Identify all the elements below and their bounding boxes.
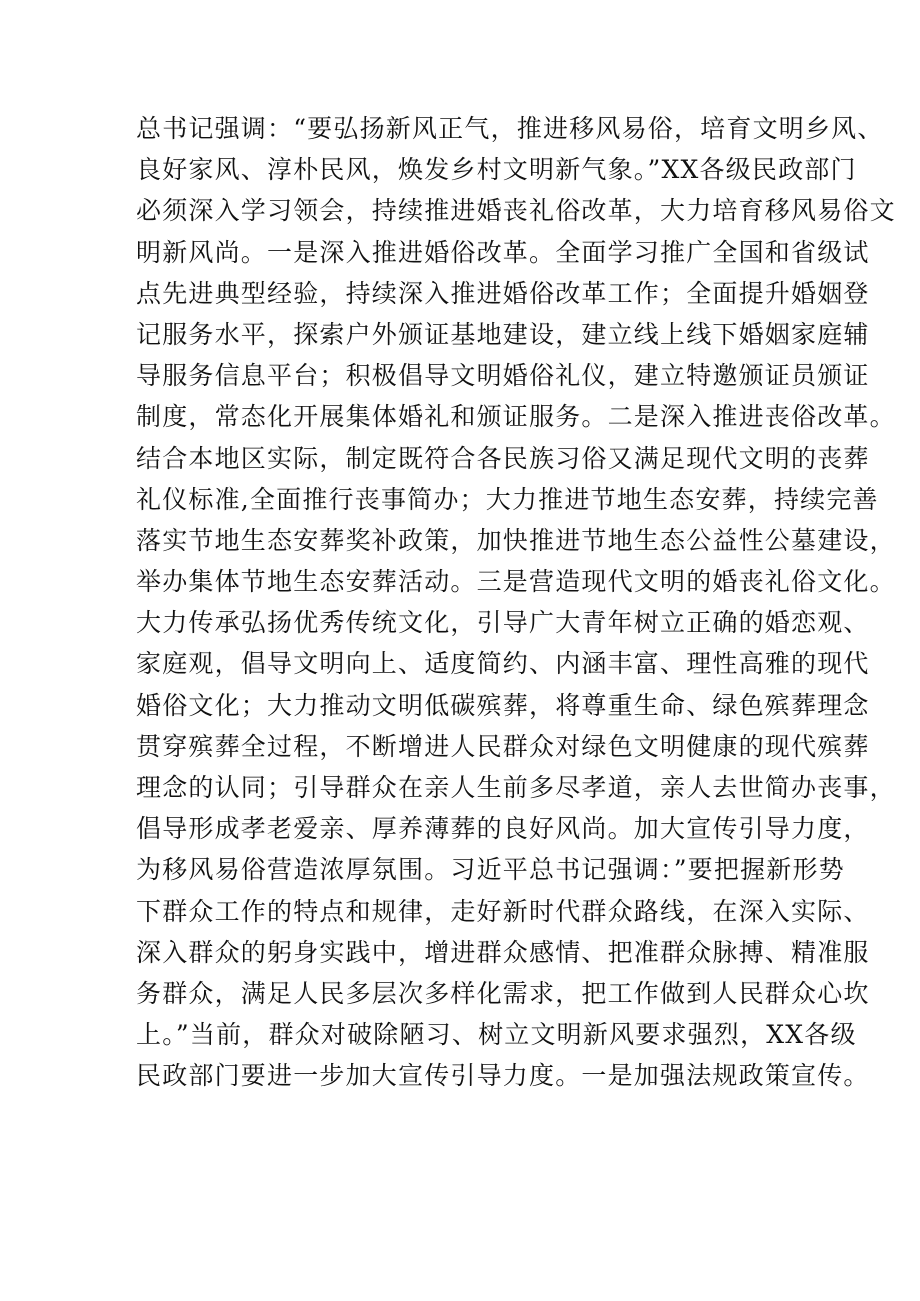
- text-line: 点先进典型经验，持续深入推进婚俗改革工作；全面提升婚姻登: [136, 278, 870, 308]
- text-line: 礼仪标准,全面推行丧事简办；大力推进节地生态安葬，持续完善: [136, 484, 879, 514]
- text-line: 良好家风、淳朴民风，焕发乡村文明新气象。”XX各级民政部门: [136, 155, 857, 185]
- text-line: 为移风易俗营造浓厚氛围。习近平总书记强调：”要把握新形势: [136, 855, 845, 885]
- text-line: 举办集体节地生态安葬活动。三是营造现代文明的婚丧礼俗文化。: [136, 567, 896, 597]
- text-line: 务群众，满足人民多层次多样化需求，把工作做到人民群众心坎: [136, 978, 870, 1008]
- text-line: 记服务水平，探索户外颁证基地建设，建立线上线下婚姻家庭辅: [136, 319, 870, 349]
- body-paragraph: [136, 108, 896, 1097]
- text-line: 导服务信息平台；积极倡导文明婚俗礼仪，建立特邀颁证员颁证: [136, 361, 870, 391]
- text-line: 婚俗文化；大力推动文明低碳殡葬，将尊重生命、绿色殡葬理念: [136, 690, 870, 720]
- text-line: 贯穿殡葬全过程，不断增进人民群众对绿色文明健康的现代殡葬: [136, 731, 870, 761]
- text-line: 上。”当前，群众对破除陋习、树立文明新风要求强烈，XX各级: [136, 1020, 857, 1050]
- text-line: 明新风尚。一是深入推进婚俗改革。全面学习推广全国和省级试: [136, 237, 870, 267]
- text-line: 下群众工作的特点和规律，走好新时代群众路线，在深入实际、: [136, 896, 870, 926]
- text-line: 总书记强调：“要弘扬新风正气，推进移风易俗，培育文明乡风、: [136, 114, 884, 143]
- text-line: 理念的认同；引导群众在亲人生前多尽孝道，亲人去世简办丧事，: [136, 773, 896, 802]
- text-line: 落实节地生态安葬奖补政策，加快推进节地生态公益性公墓建设，: [136, 525, 896, 555]
- text-line: 倡导形成孝老爱亲、厚养薄葬的良好风尚。加大宣传引导力度，: [136, 814, 870, 844]
- text-line: 必须深入学习领会，持续推进婚丧礼俗改革，大力培育移风易俗文: [136, 196, 896, 226]
- text-line: 结合本地区实际，制定既符合各民族习俗又满足现代文明的丧葬: [136, 443, 870, 473]
- text-line: 制度，常态化开展集体婚礼和颁证服务。二是深入推进丧俗改革。: [136, 402, 896, 432]
- text-line: 家庭观，倡导文明向上、适度简约、内涵丰富、理性高雅的现代: [136, 649, 870, 679]
- text-line: 深入群众的躬身实践中，增进群众感情、把准群众脉搏、精准服: [136, 937, 870, 967]
- text-line: 大力传承弘扬优秀传统文化，引导广大青年树立正确的婚恋观、: [136, 608, 870, 638]
- text-line: 民政部门要进一步加大宣传引导力度。一是加强法规政策宣传。: [136, 1061, 870, 1091]
